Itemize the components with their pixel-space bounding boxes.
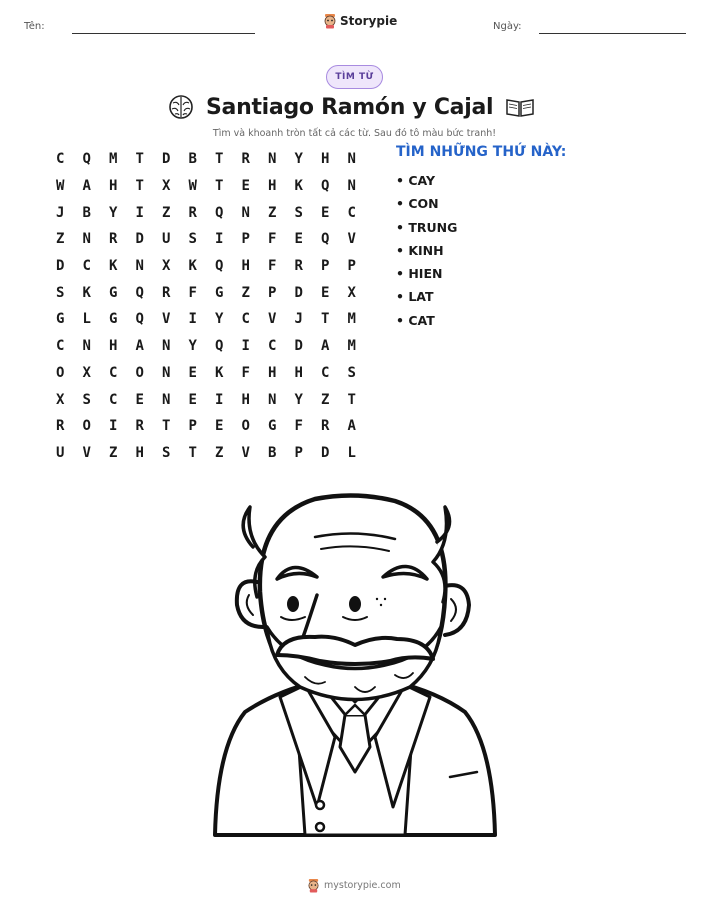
title-row (168, 92, 543, 122)
right-eye (349, 596, 361, 612)
grid-cell[interactable]: N (268, 151, 277, 168)
grid-cell[interactable]: N (135, 258, 144, 275)
grid-cell[interactable]: L (82, 311, 91, 328)
grid-cell[interactable]: N (347, 178, 356, 195)
word-item: • CAY (396, 173, 436, 188)
grid-cell[interactable]: I (215, 231, 224, 248)
grid-cell[interactable]: R (56, 418, 65, 435)
grid-cell[interactable]: H (241, 258, 250, 275)
grid-cell[interactable]: R (241, 151, 250, 168)
grid-cell[interactable]: Y (188, 338, 197, 355)
grid-cell[interactable]: G (56, 311, 65, 328)
word-search-grid (47, 146, 365, 466)
grid-cell[interactable]: V (241, 444, 250, 461)
grid-cell[interactable]: Z (109, 444, 118, 461)
button (316, 823, 324, 831)
grid-cell[interactable]: Y (215, 311, 224, 328)
grid-cell[interactable]: T (347, 391, 356, 408)
grid-cell[interactable]: P (294, 444, 303, 461)
grid-cell[interactable]: X (347, 284, 356, 301)
grid-cell[interactable]: E (188, 364, 197, 381)
grid-cell[interactable]: H (109, 338, 118, 355)
grid-cell[interactable]: S (294, 204, 303, 221)
grid-cell[interactable]: T (215, 178, 224, 195)
grid-cell[interactable]: Y (294, 391, 303, 408)
grid-cell[interactable]: I (135, 204, 144, 221)
word-list (396, 169, 457, 332)
grid-cell[interactable]: E (294, 231, 303, 248)
grid-cell[interactable]: F (268, 231, 277, 248)
grid-cell[interactable]: P (188, 418, 197, 435)
grid-cell[interactable]: B (268, 444, 277, 461)
grid-cell[interactable]: K (188, 258, 197, 275)
grid-cell[interactable]: C (241, 311, 250, 328)
grid-cell[interactable]: M (347, 338, 356, 355)
grid-cell[interactable]: V (162, 311, 171, 328)
grid-cell[interactable]: N (268, 391, 277, 408)
grid-cell[interactable]: N (82, 231, 91, 248)
instructions: Tìm và khoanh tròn tất cả các từ. Sau đó tô màu bức tranh! (212, 128, 497, 139)
grid-cell[interactable]: C (109, 391, 118, 408)
grid-cell[interactable]: P (321, 258, 330, 275)
grid-cell[interactable]: C (109, 364, 118, 381)
brand-name: Storypie (340, 14, 398, 28)
grid-cell[interactable]: H (241, 391, 250, 408)
grid-cell[interactable]: N (162, 338, 171, 355)
grid-cell[interactable]: Q (82, 151, 91, 168)
grid-cell[interactable]: F (241, 364, 250, 381)
grid-cell[interactable]: V (82, 444, 91, 461)
grid-cell[interactable]: T (321, 311, 330, 328)
grid-cell[interactable]: R (135, 418, 144, 435)
coloring-illustration (205, 487, 505, 837)
grid-cell[interactable]: H (321, 151, 330, 168)
grid-cell[interactable]: R (162, 284, 171, 301)
grid-cell[interactable]: Z (56, 231, 65, 248)
grid-cell[interactable]: C (56, 338, 65, 355)
grid-cell[interactable]: N (162, 391, 171, 408)
grid-cell[interactable]: S (188, 231, 197, 248)
grid-cell[interactable]: U (56, 444, 65, 461)
grid-cell[interactable]: X (162, 258, 171, 275)
grid-cell[interactable]: Z (162, 204, 171, 221)
grid-cell[interactable]: C (268, 338, 277, 355)
grid-cell[interactable]: A (82, 178, 91, 195)
left-eye (287, 596, 299, 612)
grid-cell[interactable]: Z (241, 284, 250, 301)
footer (307, 878, 401, 893)
grid-cell[interactable]: M (347, 311, 356, 328)
grid-cell[interactable]: D (56, 258, 65, 275)
grid-cell[interactable]: C (321, 364, 330, 381)
grid-cell[interactable]: D (135, 231, 144, 248)
grid-cell[interactable]: A (321, 338, 330, 355)
grid-cell[interactable]: E (215, 418, 224, 435)
grid-cell[interactable]: X (82, 364, 91, 381)
grid-cell[interactable]: Q (135, 284, 144, 301)
grid-cell[interactable]: N (162, 364, 171, 381)
grid-cell[interactable]: C (82, 258, 91, 275)
grid-cell[interactable]: B (188, 151, 197, 168)
grid-cell[interactable]: R (294, 258, 303, 275)
grid-cell[interactable]: N (82, 338, 91, 355)
grid-cell[interactable]: H (268, 364, 277, 381)
grid-cell[interactable]: T (135, 151, 144, 168)
grid-cell[interactable]: O (241, 418, 250, 435)
grid-cell[interactable]: F (294, 418, 303, 435)
grid-cell[interactable]: X (56, 391, 65, 408)
grid-cell[interactable]: D (321, 444, 330, 461)
page-title: Santiago Ramón y Cajal (206, 94, 494, 120)
grid-cell[interactable]: N (241, 204, 250, 221)
grid-cell[interactable]: E (321, 284, 330, 301)
grid-cell[interactable]: S (347, 364, 356, 381)
grid-cell[interactable]: C (347, 204, 356, 221)
grid-cell[interactable]: E (241, 178, 250, 195)
grid-cell[interactable]: N (347, 151, 356, 168)
grid-cell[interactable]: G (268, 418, 277, 435)
grid-cell[interactable]: Y (109, 204, 118, 221)
word-search-badge: TÌM TỪ (326, 65, 383, 89)
word-item: • TRUNG (396, 219, 458, 235)
grid-cell[interactable]: K (294, 178, 303, 195)
word-item: • KINH (396, 242, 444, 258)
date-label: Ngày: (493, 21, 522, 32)
grid-cell[interactable]: Q (215, 204, 224, 221)
grid-cell[interactable]: F (188, 284, 197, 301)
grid-cell[interactable]: A (135, 338, 144, 355)
grid-cell[interactable]: Q (321, 231, 330, 248)
grid-cell[interactable]: W (56, 178, 65, 195)
grid-cell[interactable]: R (188, 204, 197, 221)
grid-cell[interactable]: Y (294, 151, 303, 168)
grid-cell[interactable]: E (135, 391, 144, 408)
grid-cell[interactable]: H (109, 178, 118, 195)
grid-cell[interactable]: K (215, 364, 224, 381)
word-item: • CON (396, 196, 439, 212)
grid-cell[interactable]: S (82, 391, 91, 408)
grid-cell[interactable]: C (56, 151, 65, 168)
grid-cell[interactable]: Z (321, 391, 330, 408)
grid-cell[interactable]: G (109, 311, 118, 328)
grid-cell[interactable]: T (188, 444, 197, 461)
grid-cell[interactable]: Z (268, 204, 277, 221)
grid-cell[interactable]: O (135, 364, 144, 381)
grid-cell[interactable]: K (82, 284, 91, 301)
grid-cell[interactable]: R (321, 418, 330, 435)
grid-cell[interactable]: O (56, 364, 65, 381)
word-item: • LAT (396, 289, 434, 305)
grid-cell[interactable]: D (162, 151, 171, 168)
button (316, 801, 324, 809)
grid-cell[interactable]: J (294, 311, 303, 328)
grid-cell[interactable]: Q (135, 311, 144, 328)
grid-cell[interactable]: D (294, 338, 303, 355)
grid-cell[interactable]: M (109, 151, 118, 168)
grid-cell[interactable]: P (268, 284, 277, 301)
grid-cell[interactable]: K (109, 258, 118, 275)
storypie-mascot-icon (307, 878, 320, 893)
grid-cell[interactable]: E (321, 204, 330, 221)
grid-cell[interactable]: B (82, 204, 91, 221)
book-icon (505, 96, 535, 118)
grid-cell[interactable]: W (188, 178, 197, 195)
grid-cell[interactable]: U (162, 231, 171, 248)
grid-cell[interactable]: V (347, 231, 356, 248)
grid-cell[interactable]: V (268, 311, 277, 328)
grid-cell[interactable]: S (162, 444, 171, 461)
grid-cell[interactable]: Q (215, 258, 224, 275)
grid-cell[interactable]: I (109, 418, 118, 435)
grid-cell[interactable]: Q (215, 338, 224, 355)
grid-cell[interactable]: T (215, 151, 224, 168)
grid-cell[interactable]: F (268, 258, 277, 275)
brain-icon (168, 94, 194, 120)
grid-cell[interactable]: A (347, 418, 356, 435)
brand-logo (323, 13, 397, 29)
grid-cell[interactable]: J (56, 204, 65, 221)
storypie-mascot-icon (323, 13, 337, 29)
grid-cell[interactable]: G (109, 284, 118, 301)
grid-cell[interactable]: G (215, 284, 224, 301)
name-line[interactable] (72, 33, 255, 34)
name-label: Tên: (24, 21, 45, 32)
grid-cell[interactable]: I (215, 391, 224, 408)
grid-cell[interactable]: H (135, 444, 144, 461)
word-item: • CAT (396, 312, 435, 328)
grid-cell[interactable]: Z (215, 444, 224, 461)
grid-cell[interactable]: H (268, 178, 277, 195)
grid-cell[interactable]: I (188, 311, 197, 328)
grid-cell[interactable]: X (162, 178, 171, 195)
grid-cell[interactable]: O (82, 418, 91, 435)
grid-cell[interactable]: Q (321, 178, 330, 195)
grid-cell[interactable]: P (347, 258, 356, 275)
grid-cell[interactable]: I (241, 338, 250, 355)
grid-cell[interactable]: P (241, 231, 250, 248)
grid-cell[interactable]: S (56, 284, 65, 301)
grid-cell[interactable]: T (162, 418, 171, 435)
grid-cell[interactable]: R (109, 231, 118, 248)
grid-cell[interactable]: T (135, 178, 144, 195)
grid-cell[interactable]: L (347, 444, 356, 461)
footer-site: mystorypie.com (324, 880, 401, 891)
grid-cell[interactable]: D (294, 284, 303, 301)
word-item: • HIEN (396, 266, 443, 282)
date-line[interactable] (539, 33, 686, 34)
grid-cell[interactable]: E (188, 391, 197, 408)
find-heading: TÌM NHỮNG THỨ NÀY: (396, 144, 567, 160)
grid-cell[interactable]: H (294, 364, 303, 381)
